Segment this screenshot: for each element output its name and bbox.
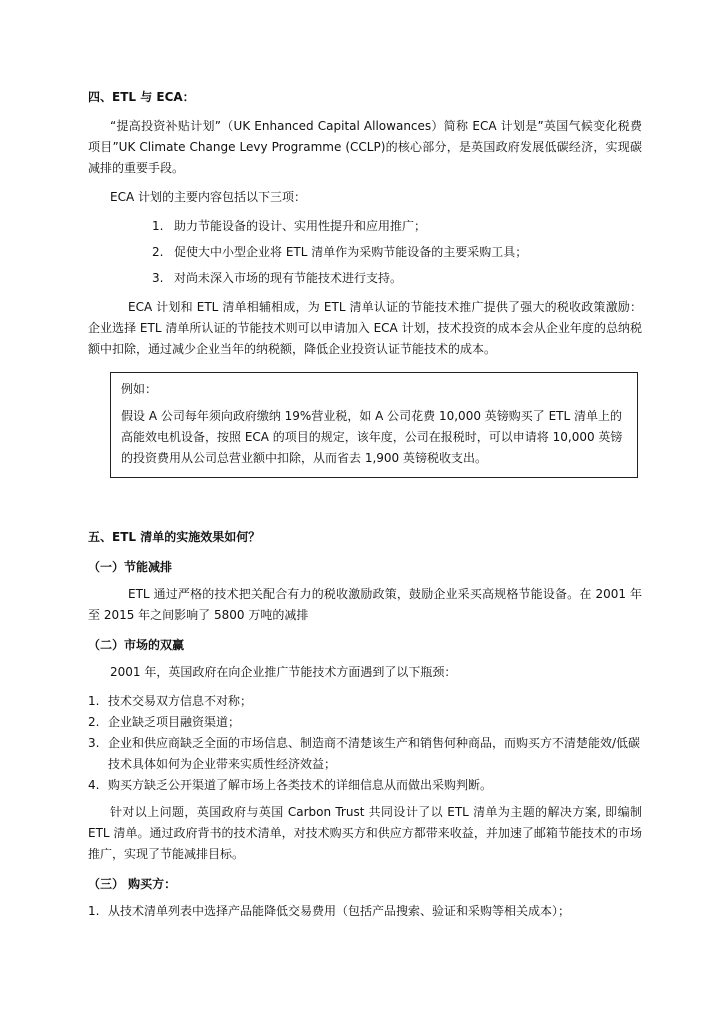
- list-item: [88, 901, 642, 922]
- list-item-text: 企业和供应商缺乏全面的市场信息、制造商不清楚该生产和销售何种商品，而购买方不清楚能效/低碳技术具体如何为企业带来实质性经济效益；: [108, 736, 641, 771]
- list-item-text: 助力节能设备的设计、实用性提升和应用推广；: [174, 219, 427, 233]
- list-item-number: 3.: [88, 736, 100, 750]
- list-item-number: 2.: [88, 715, 100, 729]
- list-item: [88, 712, 642, 733]
- subsection-1-heading: （一）节能减排: [88, 560, 173, 574]
- list-item: [88, 775, 642, 796]
- example-title: 例如：: [121, 382, 158, 396]
- list-item-text: 促使大中小型企业将 ETL 清单作为采购节能设备的主要采购工具；: [174, 245, 528, 259]
- list-item-text: 企业缺乏项目融资渠道；: [108, 715, 241, 729]
- list-item-number: 1.: [152, 219, 164, 233]
- subsection-1-para: ETL 通过严格的技术把关配合有力的税收激励政策，鼓励企业采买高规格节能设备。在 2001 年至 2015 年之间影响了 5800 万吨的减排: [88, 587, 642, 622]
- list-item-text: 技术交易双方信息不对称；: [108, 694, 253, 708]
- subsection-3-heading: （三） 购买方：: [88, 877, 177, 891]
- eca-items-list: [88, 216, 642, 289]
- list-item-number: 4.: [88, 778, 100, 792]
- bottleneck-list: [88, 691, 642, 796]
- list-item: [88, 691, 642, 712]
- section-4-heading: 四、ETL 与 ECA：: [88, 90, 195, 104]
- section-4-para-2: ECA 计划的主要内容包括以下三项：: [110, 190, 306, 204]
- subsection-2-intro: 2001 年，英国政府在向企业推广节能技术方面遇到了以下瓶颈：: [110, 665, 457, 679]
- list-item: [88, 216, 642, 237]
- list-item: [88, 733, 642, 775]
- list-item: [88, 242, 642, 263]
- section-4-para-1: “提高投资补贴计划”（UK Enhanced Capital Allowances）简称 ECA 计划是”英国气候变化税费项目”UK Climate Change Levy Programme (CCLP)的核心部分，是英国政府发展低碳经济，实现碳减排的重要手段。: [88, 119, 642, 175]
- section-5-heading: 五、ETL 清单的实施效果如何？: [88, 530, 261, 544]
- example-box: [110, 372, 638, 478]
- section-4-para-3: ECA 计划和 ETL 清单相辅相成，为 ETL 清单认证的节能技术推广提供了强大的税收政策激励：企业选择 ETL 清单所认证的节能技术则可以申请加入 ECA 计划，技术投资的成本会从企业年度的总纳税额中扣除，通过减少企业当年的纳税额，降低企业投资认证节能技术的成本。: [88, 300, 642, 356]
- subsection-2-heading: （二）市场的双赢: [88, 638, 185, 652]
- subsection-2-para: 针对以上问题，英国政府与英国 Carbon Trust 共同设计了以 ETL 清单为主题的解决方案, 即编制 ETL 清单。通过政府背书的技术清单，对技术购买方和供应方都带来收益，并加速了邮箱节能技术的市场推广，实现了节能减排目标。: [88, 805, 642, 861]
- list-item-number: 2.: [152, 245, 164, 259]
- list-item-number: 1.: [88, 694, 100, 708]
- buyer-benefits-list: [88, 901, 642, 922]
- example-body: 假设 A 公司每年须向政府缴纳 19%营业税，如 A 公司花费 10,000 英镑购买了 ETL 清单上的高能效电机设备，按照 ECA 的项目的规定，该年度，公司在报税时，可以申请将 10,000 英镑的投资费用从公司总营业额中扣除，从而省去 1,900 英镑税收支出。: [121, 409, 623, 465]
- list-item-text: 购买方缺乏公开渠道了解市场上各类技术的详细信息从而做出采购判断。: [108, 778, 493, 792]
- list-item-number: 1.: [88, 904, 100, 918]
- list-item-text: 对尚未深入市场的现有节能技术进行支持。: [174, 271, 403, 285]
- list-item-text: 从技术清单列表中选择产品能降低交易费用（包括产品搜索、验证和采购等相关成本）；: [108, 904, 571, 918]
- list-item: [88, 268, 642, 289]
- list-item-number: 3.: [152, 271, 164, 285]
